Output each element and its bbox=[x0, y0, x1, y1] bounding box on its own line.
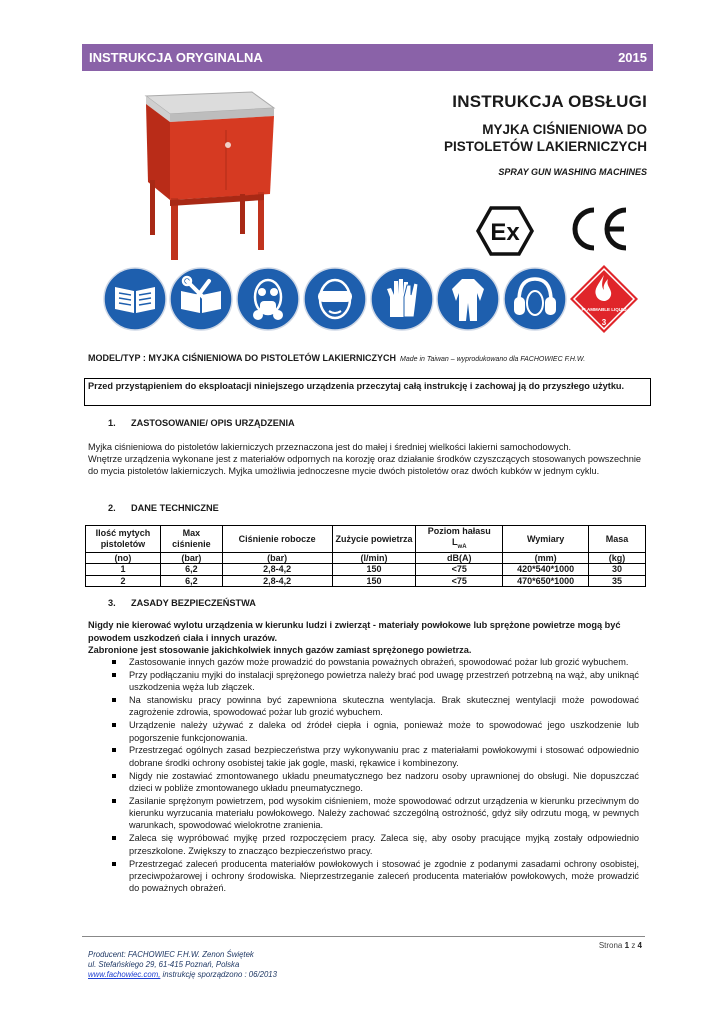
table-cell: 150 bbox=[332, 564, 416, 576]
ex-mark-text: Ex bbox=[490, 219, 520, 246]
respirator-icon bbox=[236, 267, 300, 331]
list-item: Nigdy nie zostawiać zmontowanego układu pneumatycznego bez nadzoru osoby uprawnionej do obsługi. Nie dopuszczać dzieci w pobliże zmontowanego układu pneumatycznego. bbox=[112, 770, 639, 795]
bullet-icon bbox=[112, 799, 116, 803]
bullet-icon bbox=[112, 723, 116, 727]
table-cell: 2 bbox=[86, 575, 161, 587]
product-name bbox=[444, 121, 647, 155]
section-1-number: 1. bbox=[108, 418, 116, 428]
section-3-number: 3. bbox=[108, 598, 116, 608]
header-cell-max-pressure: Max ciśnienie bbox=[160, 526, 222, 553]
header-cell-working-pressure: Ciśnienie robocze bbox=[222, 526, 332, 553]
website-link[interactable]: www.fachowiec.com, bbox=[88, 970, 161, 979]
section-1-paragraph-2: Wnętrze urządzenia wykonane jest z materiałów odpornych na korozję oraz działanie środków czyszczących stosowanych powszechnie do mycia pistoletów lakierniczych. Myjka umożliwia jednoczesne mycie dwóch pistoletów oraz dwóch kubków w jednym cyklu. bbox=[88, 454, 642, 477]
document-title: INSTRUKCJA OBSŁUGI bbox=[452, 92, 647, 111]
table-cell: <75 bbox=[416, 575, 503, 587]
pictogram-row bbox=[103, 267, 643, 335]
footer-website-line: www.fachowiec.com, instrukcję sporządzono : 06/2013 bbox=[88, 970, 277, 979]
footer bbox=[88, 950, 277, 980]
bullet-icon bbox=[112, 774, 116, 778]
unit-cell: (bar) bbox=[222, 552, 332, 564]
title-block bbox=[444, 92, 647, 177]
footer-divider bbox=[82, 936, 645, 937]
table-cell: <75 bbox=[416, 564, 503, 576]
model-type: MODEL/TYP : MYJKA CIŚNIENIOWA DO PISTOLETÓW LAKIERNICZYCH bbox=[88, 353, 397, 363]
unit-cell: (kg) bbox=[589, 552, 646, 564]
table-cell: 2,8-4,2 bbox=[222, 575, 332, 587]
bullet-icon bbox=[112, 748, 116, 752]
section-1-heading bbox=[108, 418, 295, 428]
list-item: Przy podłączaniu myjki do instalacji sprężonego powietrza należy brać pod uwagę przestrzeń potrzebną na wąż, aby uniknąć uszkodzenia węża lub złączek. bbox=[112, 669, 639, 694]
read-instructions-warning: Przed przystąpieniem do eksploatacji niniejszego urządzenia przeczytaj całą instrukcję i zachowaj ją do przyszłego użytku. bbox=[84, 378, 651, 406]
ce-mark-icon bbox=[566, 206, 630, 252]
noise-subscript: wA bbox=[457, 543, 467, 550]
unit-cell: (bar) bbox=[160, 552, 222, 564]
technical-data-table bbox=[85, 525, 646, 587]
table-cell: 470*650*1000 bbox=[503, 575, 589, 587]
overall-icon bbox=[436, 267, 500, 331]
section-2-number: 2. bbox=[108, 503, 116, 513]
footer-producer: Producent: FACHOWIEC F.H.W. Zenon Świętek bbox=[88, 950, 254, 959]
section-1-paragraph-1: Myjka ciśnieniowa do pistoletów lakierniczych przeznaczona jest do małej i średniej wielkości lakierni samochodowych. bbox=[88, 442, 572, 452]
safety-lead-2: Zabronione jest stosowanie jakichkolwiek innych gazów zamiast sprężonego powietrza. bbox=[88, 645, 472, 655]
page-current: 1 bbox=[624, 941, 630, 950]
list-item: Zasilanie sprężonym powietrzem, pod wysokim ciśnieniem, może spowodować odrzut urządzenia w kierunku przeciwnym do kierunku wyrzucania materiału powłokowego. Należy zachować szczególną ostrożność, gdyż siły odrzutu mogą, w pewnych warunkach, spowodować wielokrotne zranienia. bbox=[112, 795, 639, 832]
safety-rules-list bbox=[112, 656, 639, 895]
table-cell: 150 bbox=[332, 575, 416, 587]
goggles-icon bbox=[303, 267, 367, 331]
page-number: Strona 1 z 4 bbox=[598, 941, 642, 950]
table-row bbox=[86, 575, 646, 587]
page-total: 4 bbox=[637, 941, 642, 950]
section-1-title: ZASTOSOWANIE/ OPIS URZĄDZENIA bbox=[131, 418, 295, 428]
section-3-heading bbox=[108, 598, 256, 608]
header-title: INSTRUKCJA ORYGINALNA bbox=[89, 50, 263, 65]
product-name-line1: MYJKA CIŚNIENIOWA DO bbox=[482, 122, 647, 137]
header-cell-mass: Masa bbox=[589, 526, 646, 553]
table-cell: 30 bbox=[589, 564, 646, 576]
table-header-row bbox=[86, 526, 646, 553]
table-cell: 2,8-4,2 bbox=[222, 564, 332, 576]
list-item: Przestrzegać zaleceń producenta materiałów powłokowych i stosować je zgodnie z podanymi zasadami ochrony osobistej, przeciwpożarowej i ochrony środowiska. Nieprzestrzeganie zaleceń producenta materiałów powłokowych, może prowadzić do poważnych obrażeń. bbox=[112, 858, 639, 895]
model-line bbox=[88, 353, 585, 363]
table-cell: 420*540*1000 bbox=[503, 564, 589, 576]
list-item: Urządzenie należy używać z daleka od źródeł ciepła i ognia, ponieważ może to spowodować jego uszkodzenie lub pogorszenie funkcjonowania. bbox=[112, 719, 639, 744]
table-cell: 35 bbox=[589, 575, 646, 587]
header-bar bbox=[82, 44, 653, 71]
footer-address: ul. Stefańskiego 29, 61-415 Poznań, Polska bbox=[88, 960, 240, 969]
bullet-icon bbox=[112, 673, 116, 677]
product-name-english: SPRAY GUN WASHING MACHINES bbox=[498, 167, 647, 177]
table-row bbox=[86, 564, 646, 576]
unit-cell: dB(A) bbox=[416, 552, 503, 564]
bullet-icon bbox=[112, 660, 116, 664]
unit-cell: (no) bbox=[86, 552, 161, 564]
made-in-note: Made in Taiwan – wyprodukowano dla FACHOWIEC F.H.W. bbox=[400, 356, 586, 363]
tools-manual-icon bbox=[169, 267, 233, 331]
section-3-title: ZASADY BEZPIECZEŃSTWA bbox=[131, 598, 256, 608]
bullet-icon bbox=[112, 862, 116, 866]
header-cell-air-consumption: Zużycie powietrza bbox=[332, 526, 416, 553]
header-cell-noise bbox=[416, 526, 503, 553]
product-photo bbox=[140, 90, 280, 265]
product-name-line2: PISTOLETÓW LAKIERNICZYCH bbox=[443, 139, 647, 154]
gloves-icon bbox=[370, 267, 434, 331]
flammable-liquid-icon bbox=[568, 263, 640, 335]
unit-cell: (mm) bbox=[503, 552, 589, 564]
safety-lead-1: Nigdy nie kierować wylotu urządzenia w kierunku ludzi i zwierząt - materiały powłokowe lub sprężone powietrze mogą być powodem uszkodzeń ciała i innych urazów. bbox=[88, 620, 621, 643]
noise-header-label: Poziom hałasu bbox=[427, 526, 491, 536]
list-item: Zaleca się wypróbować myjkę przed rozpoczęciem pracy. Zaleca się, aby osoby pracujące myjką zostały odpowiednio przeszkolone. Zwiększy to znacząco bezpieczeństwo pracy. bbox=[112, 832, 639, 857]
header-cell-dimensions: Wymiary bbox=[503, 526, 589, 553]
section-2-title: DANE TECHNICZNE bbox=[131, 503, 219, 513]
table-cell: 1 bbox=[86, 564, 161, 576]
list-item: Na stanowisku pracy powinna być zapewniona skuteczna wentylacja. Brak skutecznej wentylacji może powodować zagrożenie zdrowia, spowodować pożar lub grozić wybuchem. bbox=[112, 694, 639, 719]
manual-icon bbox=[103, 267, 167, 331]
header-cell-guns: Ilość mytych pistoletów bbox=[86, 526, 161, 553]
table-cell: 6,2 bbox=[160, 564, 222, 576]
flammable-class: 3 bbox=[601, 318, 607, 327]
bullet-icon bbox=[112, 698, 116, 702]
table-cell: 6,2 bbox=[160, 575, 222, 587]
list-item: Zastosowanie innych gazów może prowadzić do powstania poważnych obrażeń, spowodować pożar lub grozić wybuchem. bbox=[112, 656, 639, 668]
section-2-heading bbox=[108, 503, 219, 513]
header-year: 2015 bbox=[618, 50, 647, 65]
bullet-icon bbox=[112, 836, 116, 840]
ex-mark-icon bbox=[476, 205, 534, 257]
unit-cell: (l/min) bbox=[332, 552, 416, 564]
flammable-label: FLAMMABLE LIQUID bbox=[581, 307, 627, 312]
noise-symbol: $L_{wA}$ bbox=[452, 536, 467, 550]
ear-protection-icon bbox=[503, 267, 567, 331]
list-item: Przestrzegać ogólnych zasad bezpieczeństwa przy wykonywaniu prac z materiałami powłokowymi i stosować odpowiednio dobrane środki ochrony osobistej takie jak gogle, maski, rękawice i kombinezony. bbox=[112, 744, 639, 769]
table-units-row bbox=[86, 552, 646, 564]
